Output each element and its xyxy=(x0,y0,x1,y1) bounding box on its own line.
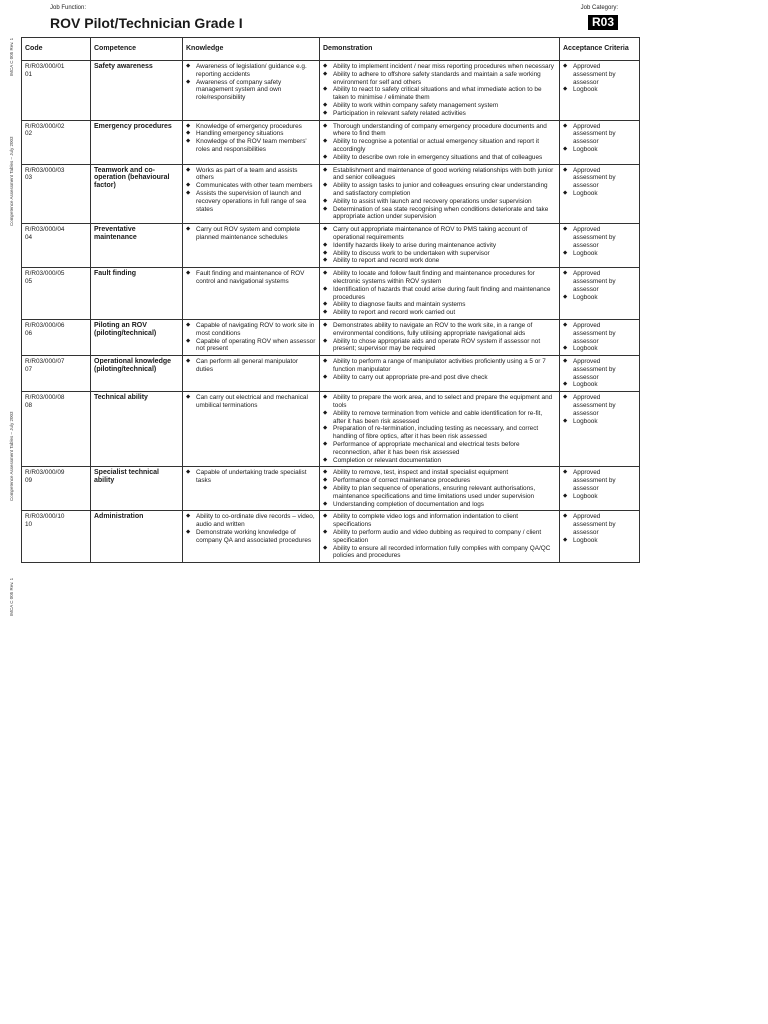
demonstration-item: ◆ Ability to report and record work carried out xyxy=(323,309,556,317)
demonstration-item: ◆ Determination of sea state recognising when conditions deteriorate and take appropriate action under supervision xyxy=(323,206,556,222)
acceptance-list xyxy=(563,270,636,301)
demonstration-list xyxy=(323,394,556,464)
knowledge-item: ◆ Capable of operating ROV when assessor not present xyxy=(186,338,316,354)
demonstration-item: ◆ Completion or relevant documentation xyxy=(323,457,556,465)
cell-competence: Safety awareness xyxy=(91,61,183,121)
cell-demonstration xyxy=(320,268,560,320)
acceptance-item: ◆ Approved assessment by assessor xyxy=(563,167,636,190)
demonstration-item: ◆ Ability to locate and follow fault finding and maintenance procedures for electronic systems within ROV system xyxy=(323,270,556,286)
table-row xyxy=(22,61,640,121)
knowledge-list xyxy=(186,358,316,374)
cell-code: R/R03/000/06 06 xyxy=(22,319,91,355)
cell-code: R/R03/000/09 09 xyxy=(22,467,91,511)
cell-code: R/R03/000/05 05 xyxy=(22,268,91,320)
cell-demonstration xyxy=(320,224,560,268)
acceptance-item: ◆ Approved assessment by assessor xyxy=(563,394,636,417)
demonstration-item: ◆ Carry out appropriate maintenance of ROV to PMS taking account of operational requirements xyxy=(323,226,556,242)
acceptance-item: ◆ Approved assessment by assessor xyxy=(563,469,636,492)
cell-knowledge xyxy=(183,120,320,164)
knowledge-list xyxy=(186,394,316,410)
cell-knowledge xyxy=(183,392,320,467)
table-row xyxy=(22,319,640,355)
knowledge-item: ◆ Fault finding and maintenance of ROV control and navigational systems xyxy=(186,270,316,286)
knowledge-list xyxy=(186,469,316,485)
knowledge-item: ◆ Can carry out electrical and mechanical umbilical terminations xyxy=(186,394,316,410)
knowledge-list xyxy=(186,63,316,102)
demonstration-item: ◆ Participation in relevant safety related activities xyxy=(323,110,556,118)
demonstration-item: ◆ Ability to prepare the work area, and to select and prepare the equipment and tools xyxy=(323,394,556,410)
demonstration-item: ◆ Ability to perform audio and video dubbing as required to company / client specification xyxy=(323,529,556,545)
table-header-row xyxy=(22,38,640,61)
knowledge-item: ◆ Demonstrate working knowledge of company QA and associated procedures xyxy=(186,529,316,545)
competence-table xyxy=(21,37,640,563)
knowledge-item: ◆ Awareness of legislation/ guidance e.g. reporting accidents xyxy=(186,63,316,79)
knowledge-list xyxy=(186,513,316,544)
cell-acceptance xyxy=(560,61,640,121)
knowledge-item: ◆ Handling emergency situations xyxy=(186,130,316,138)
demonstration-item: ◆ Ability to remove termination from vehicle and cable identification for re-fit, after it has been risk assessed xyxy=(323,410,556,426)
header-demonstration: Demonstration xyxy=(320,38,560,61)
demonstration-item: ◆ Ability to diagnose faults and maintain systems xyxy=(323,301,556,309)
acceptance-item: ◆ Logbook xyxy=(563,345,636,353)
acceptance-item: ◆ Logbook xyxy=(563,537,636,545)
cell-code: R/R03/000/04 04 xyxy=(22,224,91,268)
header-acceptance-criteria: Acceptance Criteria xyxy=(560,38,640,61)
cell-competence: Administration xyxy=(91,511,183,563)
demonstration-item: ◆ Ability to complete video logs and information indentation to client specifications xyxy=(323,513,556,529)
cell-acceptance xyxy=(560,467,640,511)
margin-doc-ref-top: IMCA C 005 Rev. 1 xyxy=(9,37,14,76)
header-knowledge: Knowledge xyxy=(183,38,320,61)
demonstration-item: ◆ Identify hazards likely to arise during maintenance activity xyxy=(323,242,556,250)
acceptance-list xyxy=(563,226,636,257)
acceptance-item: ◆ Approved assessment by assessor xyxy=(563,226,636,249)
acceptance-list xyxy=(563,63,636,94)
cell-knowledge xyxy=(183,511,320,563)
cell-competence: Emergency procedures xyxy=(91,120,183,164)
cell-acceptance xyxy=(560,224,640,268)
acceptance-list xyxy=(563,123,636,154)
header-competence: Competence xyxy=(91,38,183,61)
cell-acceptance xyxy=(560,268,640,320)
cell-code: R/R03/000/07 07 xyxy=(22,356,91,392)
acceptance-item: ◆ Logbook xyxy=(563,381,636,389)
demonstration-item: ◆ Ability to work within company safety management system xyxy=(323,102,556,110)
demonstration-item: ◆ Ability to assign tasks to junior and colleagues ensuring clear understanding and satisfactory completion xyxy=(323,182,556,198)
acceptance-item: ◆ Logbook xyxy=(563,146,636,154)
table-row xyxy=(22,392,640,467)
cell-knowledge xyxy=(183,467,320,511)
acceptance-item: ◆ Logbook xyxy=(563,493,636,501)
cell-competence: Fault finding xyxy=(91,268,183,320)
demonstration-item: ◆ Preparation of re-termination, including testing as necessary, and correct handling of fibre optics, after it has been risk assessed xyxy=(323,425,556,441)
cell-knowledge xyxy=(183,268,320,320)
cell-demonstration xyxy=(320,61,560,121)
demonstration-item: ◆ Establishment and maintenance of good working relationships with both junior and senior colleagues xyxy=(323,167,556,183)
demonstration-item: ◆ Ability to report and record work done xyxy=(323,257,556,265)
acceptance-list xyxy=(563,513,636,544)
cell-knowledge xyxy=(183,319,320,355)
demonstration-item: ◆ Performance of correct maintenance procedures xyxy=(323,477,556,485)
knowledge-item: ◆ Carry out ROV system and complete planned maintenance schedules xyxy=(186,226,316,242)
margin-doc-title-1: Competence Assessment Tables – July 2003 xyxy=(9,136,14,226)
cell-demonstration xyxy=(320,467,560,511)
knowledge-item: ◆ Capable of undertaking trade specialist tasks xyxy=(186,469,316,485)
demonstration-item: ◆ Ability to implement incident / near miss reporting procedures when necessary xyxy=(323,63,556,71)
demonstration-list xyxy=(323,63,556,118)
cell-competence: Specialist technical ability xyxy=(91,467,183,511)
demonstration-list xyxy=(323,322,556,353)
knowledge-list xyxy=(186,226,316,242)
knowledge-list xyxy=(186,270,316,286)
cell-competence: Technical ability xyxy=(91,392,183,467)
cell-demonstration xyxy=(320,120,560,164)
page-header xyxy=(50,3,620,35)
knowledge-list xyxy=(186,123,316,154)
demonstration-list xyxy=(323,167,556,222)
demonstration-item: ◆ Ability to plan sequence of operations, ensuring relevant authorisations, maintenance specifications and time limitations used under supervision xyxy=(323,485,556,501)
knowledge-item: ◆ Awareness of company safety management system and own role/responsibility xyxy=(186,79,316,102)
cell-acceptance xyxy=(560,511,640,563)
cell-demonstration xyxy=(320,511,560,563)
demonstration-item: ◆ Demonstrates ability to navigate an ROV to the work site, in a range of environmental conditions, fully utilising appropriate navigational aids xyxy=(323,322,556,338)
demonstration-list xyxy=(323,123,556,162)
table-row xyxy=(22,467,640,511)
cell-demonstration xyxy=(320,392,560,467)
acceptance-item: ◆ Logbook xyxy=(563,86,636,94)
demonstration-item: ◆ Understanding completion of documentation and logs xyxy=(323,501,556,509)
cell-knowledge xyxy=(183,61,320,121)
demonstration-list xyxy=(323,358,556,381)
demonstration-item: ◆ Ability to perform a range of manipulator activities proficiently using a 5 or 7 function manipulator xyxy=(323,358,556,374)
demonstration-item: ◆ Ability to chose appropriate aids and operate ROV system if assessor not present; supervisor may be required xyxy=(323,338,556,354)
demonstration-item: ◆ Ability to remove, test, inspect and install specialist equipment xyxy=(323,469,556,477)
demonstration-item: ◆ Thorough understanding of company emergency procedure documents and where to find them xyxy=(323,123,556,139)
cell-competence: Preventative maintenance xyxy=(91,224,183,268)
cell-competence: Teamwork and co-operation (behavioural factor) xyxy=(91,164,183,224)
job-category-badge: R03 xyxy=(588,15,618,30)
acceptance-item: ◆ Approved assessment by assessor xyxy=(563,63,636,86)
cell-demonstration xyxy=(320,319,560,355)
demonstration-item: ◆ Ability to react to safety critical situations and what immediate action to be taken to minimise / eliminate them xyxy=(323,86,556,102)
acceptance-item: ◆ Logbook xyxy=(563,418,636,426)
margin-doc-ref-bottom: IMCA C 005 Rev. 1 xyxy=(9,577,14,616)
demonstration-item: ◆ Ability to adhere to offshore safety standards and maintain a safe working environment for self and others xyxy=(323,71,556,87)
cell-knowledge xyxy=(183,356,320,392)
cell-acceptance xyxy=(560,392,640,467)
acceptance-item: ◆ Approved assessment by assessor xyxy=(563,123,636,146)
acceptance-item: ◆ Approved assessment by assessor xyxy=(563,270,636,293)
cell-code: R/R03/000/10 10 xyxy=(22,511,91,563)
acceptance-item: ◆ Logbook xyxy=(563,294,636,302)
knowledge-item: ◆ Works as part of a team and assists others xyxy=(186,167,316,183)
acceptance-list xyxy=(563,322,636,353)
demonstration-item: ◆ Ability to carry out appropriate pre-and post dive check xyxy=(323,374,556,382)
demonstration-item: ◆ Ability to assist with launch and recovery operations under supervision xyxy=(323,198,556,206)
cell-demonstration xyxy=(320,164,560,224)
margin-doc-title-2: Competence Assessment Tables – July 2003 xyxy=(9,411,14,501)
knowledge-item: ◆ Capable of navigating ROV to work site in most conditions xyxy=(186,322,316,338)
acceptance-list xyxy=(563,469,636,500)
acceptance-list xyxy=(563,394,636,425)
table-row xyxy=(22,511,640,563)
knowledge-item: ◆ Communicates with other team members xyxy=(186,182,316,190)
acceptance-item: ◆ Logbook xyxy=(563,250,636,258)
cell-code: R/R03/000/08 08 xyxy=(22,392,91,467)
demonstration-list xyxy=(323,469,556,508)
cell-demonstration xyxy=(320,356,560,392)
demonstration-list xyxy=(323,270,556,317)
cell-code: R/R03/000/01 01 xyxy=(22,61,91,121)
cell-acceptance xyxy=(560,319,640,355)
knowledge-item: ◆ Knowledge of the ROV team members' roles and responsibilities xyxy=(186,138,316,154)
acceptance-item: ◆ Logbook xyxy=(563,190,636,198)
header-code: Code xyxy=(22,38,91,61)
cell-competence: Piloting an ROV (piloting/technical) xyxy=(91,319,183,355)
acceptance-list xyxy=(563,358,636,389)
cell-knowledge xyxy=(183,224,320,268)
knowledge-item: ◆ Assists the supervision of launch and recovery operations in full range of sea states xyxy=(186,190,316,213)
cell-acceptance xyxy=(560,356,640,392)
demonstration-item: ◆ Ability to discuss work to be undertaken with supervisor xyxy=(323,250,556,258)
knowledge-list xyxy=(186,167,316,214)
knowledge-list xyxy=(186,322,316,353)
knowledge-item: ◆ Can perform all general manipulator duties xyxy=(186,358,316,374)
job-function-label: Job Function: xyxy=(50,5,87,11)
cell-acceptance xyxy=(560,120,640,164)
cell-code: R/R03/000/02 02 xyxy=(22,120,91,164)
page-title: ROV Pilot/Technician Grade I xyxy=(50,15,243,31)
cell-acceptance xyxy=(560,164,640,224)
knowledge-item: ◆ Ability to co-ordinate dive records – video, audio and written xyxy=(186,513,316,529)
cell-competence: Operational knowledge (piloting/technical) xyxy=(91,356,183,392)
acceptance-list xyxy=(563,167,636,198)
knowledge-item: ◆ Knowledge of emergency procedures xyxy=(186,123,316,131)
acceptance-item: ◆ Approved assessment by assessor xyxy=(563,513,636,536)
table-row xyxy=(22,268,640,320)
job-category-label: Job Category: xyxy=(580,5,618,11)
table-row xyxy=(22,164,640,224)
table-row xyxy=(22,356,640,392)
acceptance-item: ◆ Approved assessment by assessor xyxy=(563,322,636,345)
demonstration-item: ◆ Performance of appropriate mechanical and electrical tests before reconnection, after it has been risk assessed xyxy=(323,441,556,457)
table-row xyxy=(22,120,640,164)
page-margin-labels xyxy=(6,6,18,616)
demonstration-item: ◆ Ability to recognise a potential or actual emergency situation and report it accordingly xyxy=(323,138,556,154)
cell-knowledge xyxy=(183,164,320,224)
cell-code: R/R03/000/03 03 xyxy=(22,164,91,224)
demonstration-item: ◆ Ability to ensure all recorded information fully complies with company QA/QC policies and procedures xyxy=(323,545,556,561)
demonstration-item: ◆ Ability to describe own role in emergency situations and that of colleagues xyxy=(323,154,556,162)
table-row xyxy=(22,224,640,268)
demonstration-item: ◆ Identification of hazards that could arise during fault finding and maintenance procedures xyxy=(323,286,556,302)
demonstration-list xyxy=(323,226,556,265)
demonstration-list xyxy=(323,513,556,560)
acceptance-item: ◆ Approved assessment by assessor xyxy=(563,358,636,381)
